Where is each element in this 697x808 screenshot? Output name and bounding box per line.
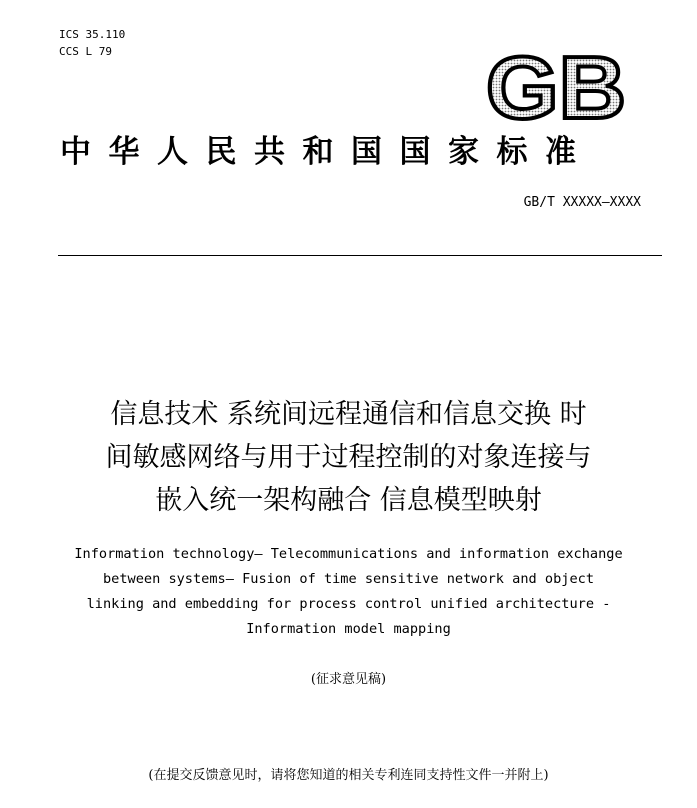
patent-notice: (在提交反馈意见时，请将您知道的相关专利连同支持性文件一并附上) [148, 768, 549, 783]
chinese-title [0, 393, 697, 522]
ics-code: ICS 35.110 [59, 28, 126, 41]
gb-logo-text: GB [486, 50, 626, 126]
english-title-line: Information technology— Telecommunications and information exchange [74, 546, 623, 562]
chinese-title-line: 信息技术 系统间远程通信和信息交换 时 [110, 399, 587, 430]
ccs-code: CCS L 79 [59, 45, 112, 58]
header-divider [58, 255, 662, 256]
english-title-line: between systems— Fusion of time sensitive network and object [102, 571, 595, 587]
gb-logo [483, 50, 629, 126]
chinese-title-line: 间敏感网络与用于过程控制的对象连接与 [105, 442, 592, 473]
draft-status: (征求意见稿) [310, 672, 387, 687]
english-title-line: linking and embedding for process control unified architecture - [86, 596, 611, 612]
english-title-line: Information model mapping [246, 621, 451, 637]
english-title [0, 542, 697, 642]
chinese-title-line: 嵌入统一架构融合 信息模型映射 [155, 485, 542, 516]
national-standard-title: 中华人民共和国国家标准 [60, 134, 594, 170]
standard-number: GB/T XXXXX—XXXX [523, 195, 641, 210]
classification-codes [59, 26, 125, 60]
